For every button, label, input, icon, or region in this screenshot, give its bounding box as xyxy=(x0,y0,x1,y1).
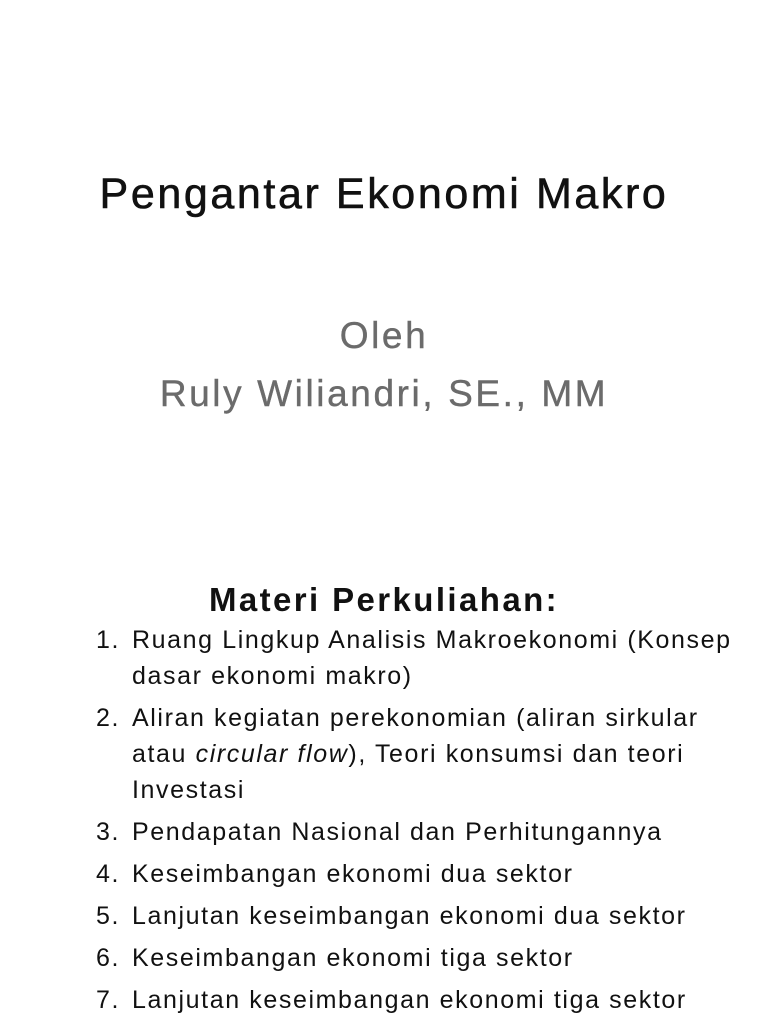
list-item xyxy=(96,814,756,850)
list-item-text: Keseimbangan ekonomi dua sektor xyxy=(132,860,574,888)
list-item xyxy=(96,982,756,1018)
list-item-number: 3. xyxy=(96,818,121,846)
materi-list xyxy=(96,622,756,1024)
list-item-text-part: Aliran kegiatan perekonomian (aliran sirkular atau xyxy=(132,704,699,768)
list-item xyxy=(96,940,756,976)
list-item-number: 6. xyxy=(96,944,121,972)
author-name: Ruly Wiliandri, SE., MM xyxy=(159,373,609,414)
list-item-text: Lanjutan keseimbangan ekonomi dua sektor xyxy=(132,902,687,930)
materi-heading: Materi Perkuliahan: xyxy=(208,581,560,618)
list-item-text: Pendapatan Nasional dan Perhitungannya xyxy=(132,818,663,846)
list-item-number: 1. xyxy=(96,626,121,654)
document-title: Pengantar Ekonomi Makro xyxy=(99,170,669,218)
list-item-text: Ruang Lingkup Analisis Makroekonomi (Konsep dasar ekonomi makro) xyxy=(132,626,732,690)
list-item xyxy=(96,856,756,892)
list-item xyxy=(96,700,756,808)
list-item-number: 2. xyxy=(96,704,121,732)
list-item xyxy=(96,898,756,934)
byline-prefix: Oleh xyxy=(339,315,429,356)
list-item-number: 4. xyxy=(96,860,121,888)
list-item-text-part: ), Teori konsumsi dan teori Investasi xyxy=(132,740,685,804)
list-item-number: 5. xyxy=(96,902,121,930)
list-item-text: Lanjutan keseimbangan ekonomi tiga sektor xyxy=(132,986,687,1014)
list-item-number: 7. xyxy=(96,986,121,1014)
list-item-text xyxy=(132,700,756,808)
list-item xyxy=(96,622,756,694)
list-item-italic-term: circular flow xyxy=(195,740,349,768)
list-item-text: Keseimbangan ekonomi tiga sektor xyxy=(132,944,574,972)
